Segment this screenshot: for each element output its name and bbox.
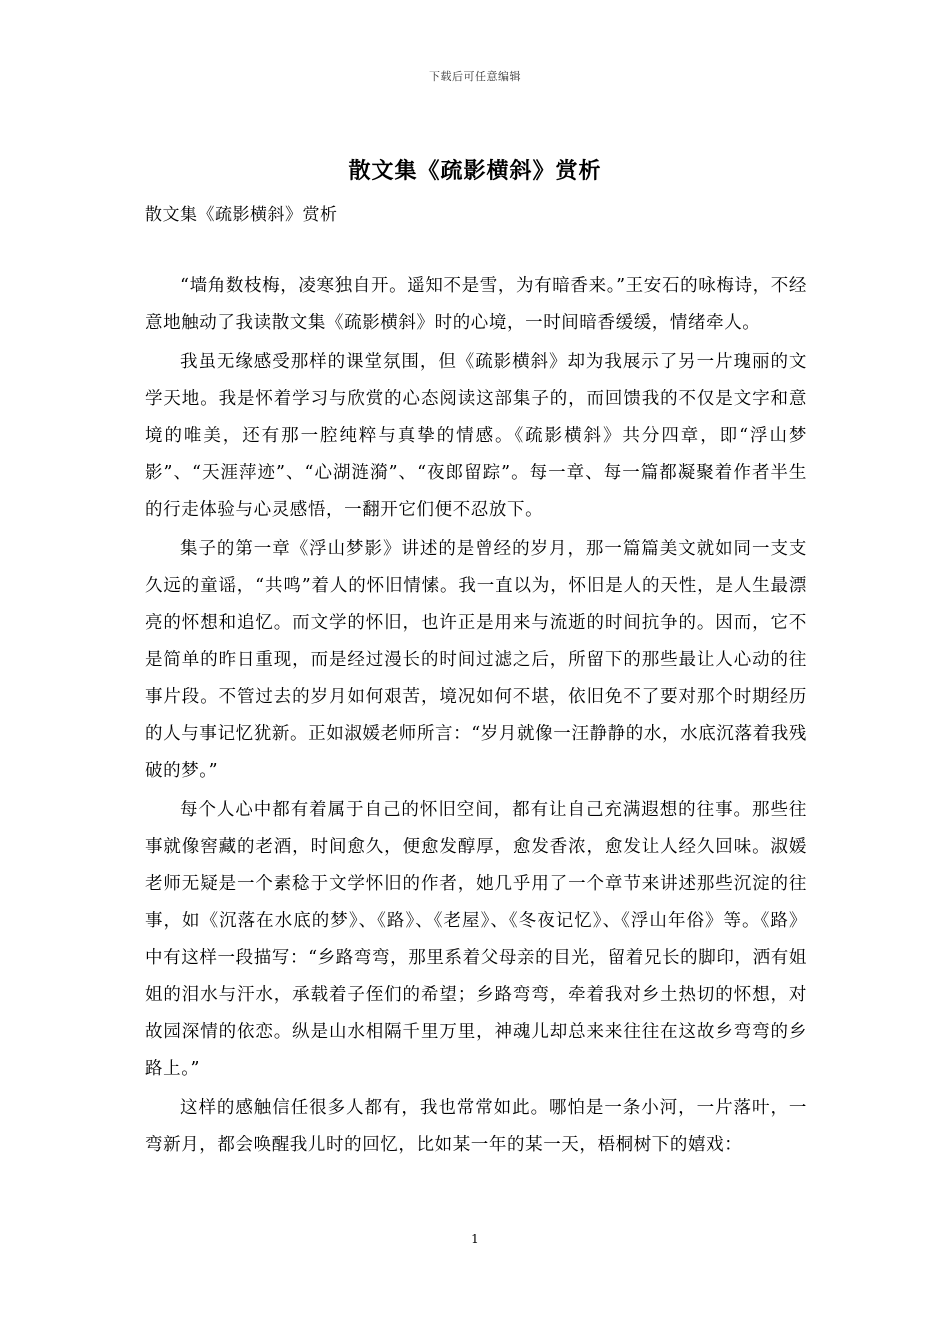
paragraph: 每个人心中都有着属于自己的怀旧空间，都有让自己充满遐想的往事。那些往事就像窖藏的老酒，时间愈久，便愈发醇厚，愈发香浓，愈发让人经久回味。淑媛老师无疑是一个素稔于文学怀旧的作者，她几乎用了一个章节来讲述那些沉淀的往事，如《沉落在水底的梦》、《路》、《老屋》、《冬夜记忆》、《浮山年俗》等。《路》中有这样一段描写：“乡路弯弯，那里系着父母亲的目光，留着兄长的脚印，洒有姐姐的泪水与汗水，承载着子侄们的希望；乡路弯弯，牵着我对乡土热切的怀想，对故园深情的依恋。纵是山水相隔千里万里，神魂儿却总来来往往在这故乡弯弯的乡路上。” — [145, 800, 807, 1079]
document-subtitle: 散文集《疏影横斜》赏析 — [145, 205, 338, 225]
paragraph: 这样的感触信任很多人都有，我也常常如此。哪怕是一条小河，一片落叶，一弯新月，都会唤醒我儿时的回忆，比如某一年的某一天，梧桐树下的嬉戏： — [145, 1098, 807, 1155]
paragraph: 集子的第一章《浮山梦影》讲述的是曾经的岁月，那一篇篇美文就如同一支支久远的童谣，“共鸣”着人的怀旧情愫。我一直以为，怀旧是人的天性，是人生最漂亮的怀想和追忆。而文学的怀旧，也许正是用来与流逝的时间抗争的。因而，它不是简单的昨日重现，而是经过漫长的时间过滤之后，所留下的那些最让人心动的往事片段。不管过去的岁月如何艰苦，境况如何不堪，依旧免不了要对那个时期经历的人与事记忆犹新。正如淑媛老师所言：“岁月就像一汪静静的水，水底沉落着我残破的梦。” — [145, 539, 807, 781]
page-number: 1 — [471, 1232, 479, 1246]
header-note: 下载后可任意编辑 — [429, 70, 521, 83]
body-text — [145, 268, 807, 1166]
paragraph: 我虽无缘感受那样的课堂氛围，但《疏影横斜》却为我展示了另一片瑰丽的文学天地。我是怀着学习与欣赏的心态阅读这部集子的，而回馈我的不仅是文字和意境的唯美，还有那一腔纯粹与真挚的情感。《疏影横斜》共分四章，即“浮山梦影”、“天涯萍迹”、“心湖涟漪”、“夜郎留踪”。每一章、每一篇都凝聚着作者半生的行走体验与心灵感悟，一翻开它们便不忍放下。 — [145, 352, 807, 520]
paragraph: “墙角数枝梅，凌寒独自开。遥知不是雪，为有暗香来。”王安石的咏梅诗，不经意地触动了我读散文集《疏影横斜》时的心境，一时间暗香缓缓，情绪牵人。 — [145, 276, 807, 333]
document-title: 散文集《疏影横斜》赏析 — [348, 158, 602, 184]
